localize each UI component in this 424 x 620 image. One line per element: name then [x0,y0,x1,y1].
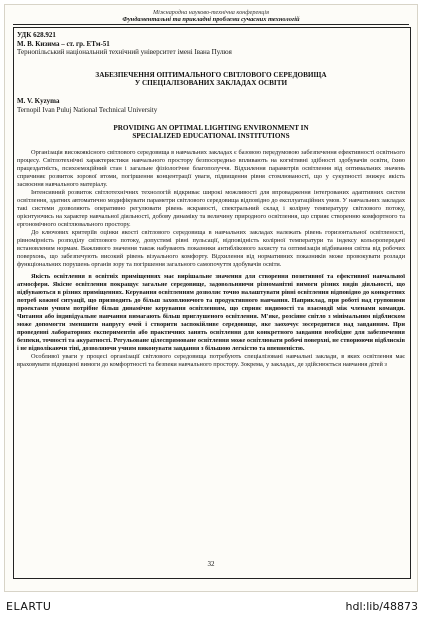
title-en-line-1: PROVIDING AN OPTIMAL LIGHTING ENVIRONMENT IN [113,124,309,133]
title-ua-line-1: ЗАБЕЗПЕЧЕННЯ ОПТИМАЛЬНОГО СВІТЛОВОГО СЕРЕДОВИЩА [95,70,327,79]
authors-en: M. V. Kyzyma [17,97,60,106]
affiliation-en: Ternopil Ivan Puluj National Technical University [17,105,158,114]
page-number: 32 [207,560,215,568]
title-en [17,124,405,141]
authors-ua: М. В. Кизима – ст. гр. ЕТм-51 [17,39,110,48]
paragraph-4: Якість освітлення в освітніх приміщеннях має вирішальне значення для створення позитивної та ефективної навчальної атмосфери. Якісне освітлення покращує загальне середовище, задовольняючи різноманітні вимоги різних видів діяльності, що відбуваються в різних приміщеннях. Керування освітленням дозволяє точно налаштувати рівні освітлення відповідно до конкретних потреб кожної ситуації, що призводить до більш захоплюючого та продуктивного навчання. Наприклад, при роботі над груповими проектами учням потрібне більш динамічне керування освітленням, що сприяє видимості та взаємодії між членами команди. Читання або індивідуальне навчання вимагають більш приглушеного освітлення. М'яке, розсіяне світло з мінімальним відблиском може допомогти зменшити напругу очей і створити заспокійливе середовище, яке заохочує зосередитися над завданням. При проведенні лабораторних експериментів або практичних занять освітлення для конкретного завдання необхідне для забезпечення безпеки, точності та акуратності. Регульоване цілеспрямоване освітлення може освітлювати робочі поверхні, не створюючи відблисків і не відволікаючи тіні, дозволяючи учням виконувати завдання з більшою легкістю та впевненістю. [17,272,405,353]
handle-link[interactable]: hdl:lib/48873 [345,600,418,613]
article-body [17,31,405,369]
paragraph-2: Інтенсивний розвиток світлотехнічних технологій відкриває широкі можливості для впровадження інтегрованих адаптивних систем освітлення, здатних автоматично модифікувати параметри світлового середовища відповідно до експлуатаційних умов. У навчальних закладах такі системи дозволяють оперативно регулювати рівень яскравості, спектральний склад і колірну температуру світлового потоку, орієнтуючись на характер навчальної діяльності, добову динаміку та величину природного освітлення, що сприяє створенню комфортного та ергономічного освітлювального простору. [17,188,405,228]
affiliation-ua: Тернопільський національний технічний університет імені Івана Пулюя [17,48,232,56]
conference-subtitle: Фундаментальні та прикладні проблеми сучасних технологій [122,16,300,23]
paragraph-3: До ключових критеріїв оцінки якості світлового середовища в навчальних закладах належать рівень горизонтальної освітленості, рівномірність розподілу світлового потоку, допустимі рівні пульсації, відповідність колірної температури та індексу кольоропередачі встановленим нормам. Важливого значення також набувають показники антиблікового захисту та оптимізація відбивання світла від робочих поверхонь, що забезпечують високий рівень візуального комфорту. Відхилення від нормативних показників може провокувати розлади функціональних порушень органів зору та погіршення загального самопочуття здобувачів освіти. [17,228,405,268]
repository-name: ELARTU [6,600,52,613]
title-ua-line-2: У СПЕЦІАЛІЗОВАНИХ ЗАКЛАДАХ ОСВІТИ [134,78,288,87]
paragraph-1: Організація високоякісного світлового середовища в навчальних закладах є базовою передумовою забезпечення ефективності освітнього процесу. Світлотехнічні характеристики навчального простору безпосередньо впливають на когнітивні здібності здобувачів освіти, їхню працездатність, психоемоційний стан і загальне фізіологічне благополуччя. Відхилення параметрів освітлення від оптимальних значень спричиняє розвиток зорової втоми, погіршення концентрації уваги, підвищення рівня стомлюваності, що у сукупності знижує якість засвоєння навчального матеріалу. [17,148,405,188]
running-header [5,9,417,23]
repository-footer [0,596,424,620]
paragraph-5: Особливої уваги у процесі організації світлового середовища потребують спеціалізовані навчальні заклади, в яких освітлення має враховувати підвищені вимоги до комфортності та безпеки навчального простору. Зокрема, у закладах, де здійснюється навчання дітей з [17,353,405,369]
conference-name: Міжнародна науково-технічна конференція [153,9,269,16]
title-en-line-2: SPECIALIZED EDUCATIONAL INSTITUTIONS [132,132,290,141]
title-ua [17,71,405,88]
journal-page [4,4,418,592]
header-rule [13,24,409,25]
udc-code: УДК 628.921 [17,31,56,39]
